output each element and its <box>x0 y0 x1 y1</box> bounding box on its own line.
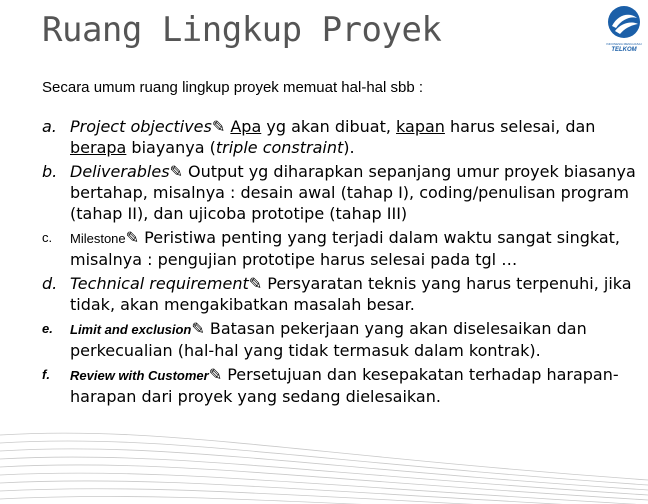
svg-text:INDONESIA MENGUASAI: INDONESIA MENGUASAI <box>606 42 642 46</box>
item-marker: b. <box>42 162 58 181</box>
item-term: Deliverables <box>70 162 170 181</box>
slide-title: Ruang Lingkup Proyek <box>42 10 442 50</box>
item-text: Peristiwa penting yang terjadi dalam waktu sangat singkat, misalnya : pengujian prototipe harus selesai pada tgl … <box>70 228 621 269</box>
item-term: Limit and exclusion <box>70 322 192 337</box>
item-term: Project objectives <box>70 117 212 136</box>
item-text: Persetujuan dan kesepakatan terhadap harapan-harapan dari proyek yang sedang dielesaikan. <box>70 365 619 406</box>
item-marker: a. <box>42 117 57 136</box>
item-marker: d. <box>42 274 58 293</box>
list-item: a. Project objectives✎ Apa yg akan dibuat, kapan harus selesai, dan berapa biayanya (triple constraint). <box>42 117 596 157</box>
list-item <box>42 273 642 315</box>
pointer-icon: ✎ <box>248 274 263 293</box>
item-marker: c. <box>42 230 53 245</box>
item-marker: e. <box>42 321 53 336</box>
list-item <box>42 318 642 361</box>
item-text: Batasan pekerjaan yang akan diselesaikan dan perkecualian (hal-hal yang tidak termasuk dalam kontrak). <box>70 319 587 360</box>
decorative-wave <box>0 395 648 504</box>
pointer-icon: ✎ <box>208 365 223 384</box>
item-marker: f. <box>42 367 50 382</box>
pointer-icon: ✎ <box>191 319 205 338</box>
list-item <box>42 161 642 224</box>
svg-text:TELKOM: TELKOM <box>611 47 637 52</box>
item-term: Technical requirement <box>70 274 249 293</box>
list-item <box>42 227 642 270</box>
item-text: Persyaratan teknis yang harus terpenuhi, jika tidak, akan mengakibatkan masalah besar. <box>70 274 632 314</box>
item-term: Milestone <box>70 231 126 246</box>
scope-list <box>42 116 642 410</box>
telkom-logo <box>604 4 644 52</box>
intro-text: Secara umum ruang lingkup proyek memuat hal-hal sbb : <box>42 79 424 96</box>
pointer-icon: ✎ <box>169 162 183 181</box>
item-text: Output yg diharapkan sepanjang umur proyek biasanya bertahap, misalnya : desain awal (tahap I), coding/penulisan program (tahap II), dan ujicoba prototipe (tahap III) <box>70 162 636 223</box>
pointer-icon: ✎ <box>211 117 226 136</box>
item-term: Review with Customer <box>70 368 209 383</box>
pointer-icon: ✎ <box>125 228 140 247</box>
